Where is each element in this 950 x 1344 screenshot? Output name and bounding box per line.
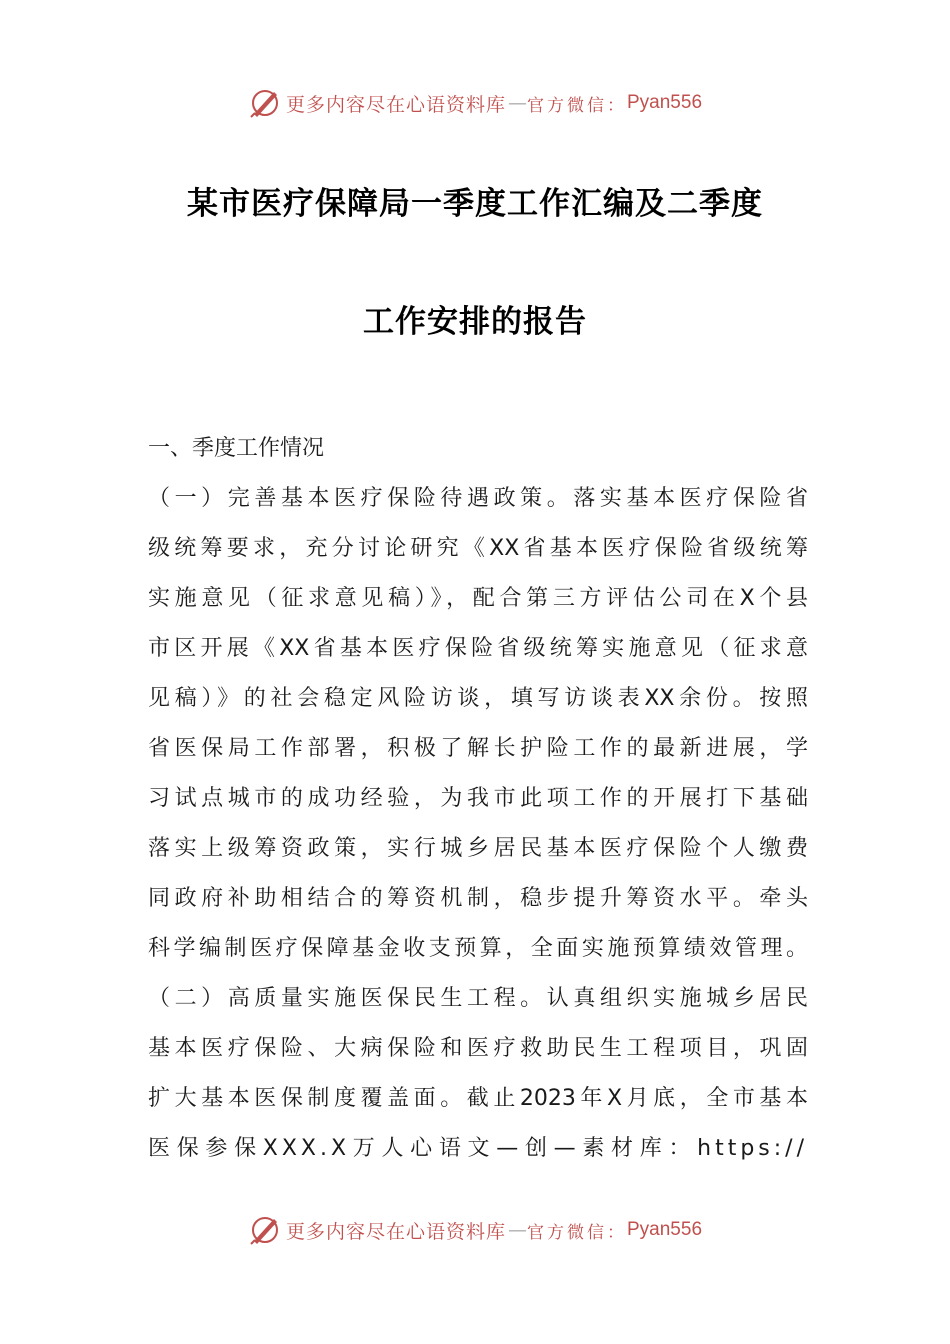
body-line: 扩大基本医保制度覆盖面。截止2023年X月底，全市基本 <box>148 1086 808 1111</box>
body-line: 级统筹要求，充分讨论研究《XX省基本医疗保险省级统筹 <box>148 536 808 561</box>
header-watermark-banner <box>0 83 950 123</box>
banner-separator: — <box>508 92 525 114</box>
body-line: 市区开展《XX省基本医疗保险省级统筹实施意见（征求意 <box>148 636 808 661</box>
quill-pen-logo-icon <box>248 86 282 120</box>
section-heading: 一、季度工作情况 <box>148 436 325 461</box>
document-body <box>148 427 808 1177</box>
banner-wechat-id: Pyan556 <box>627 1219 703 1240</box>
body-line: 习试点城市的成功经验，为我市此项工作的开展打下基础 <box>148 786 808 811</box>
banner-wechat-id: Pyan556 <box>627 92 703 113</box>
body-line: 落实上级筹资政策，实行城乡居民基本医疗保险个人缴费 <box>148 836 808 861</box>
body-line: （二）高质量实施医保民生工程。认真组织实施城乡居民 <box>148 986 808 1011</box>
body-line: 省医保局工作部署，积极了解长护险工作的最新进展，学 <box>148 736 808 761</box>
quill-pen-logo-icon <box>248 1213 282 1247</box>
banner-separator: — <box>508 1219 525 1241</box>
document-title-line-2: 工作安排的报告 <box>363 304 587 340</box>
body-line: 同政府补助相结合的筹资机制，稳步提升筹资水平。牵头 <box>148 886 808 911</box>
banner-wechat-label: 官方微信： <box>527 1222 627 1243</box>
document-title-line-1: 某市医疗保障局一季度工作汇编及二季度 <box>187 186 763 222</box>
body-line: 见稿）》的社会稳定风险访谈，填写访谈表XX余份。按照 <box>148 686 808 711</box>
body-line-with-link-fragment: 医保参保XXX.X万人心语文—创—素材库：https:// <box>148 1136 808 1161</box>
footer-watermark-banner <box>0 1210 950 1250</box>
body-line: 基本医疗保险、大病保险和医疗救助民生工程项目，巩固 <box>148 1036 808 1061</box>
body-line: （一）完善基本医疗保险待遇政策。落实基本医疗保险省 <box>148 486 808 511</box>
body-line: 实施意见（征求意见稿）》，配合第三方评估公司在X个县 <box>148 586 808 611</box>
banner-wechat-label: 官方微信： <box>527 95 627 116</box>
banner-brand-text: 更多内容尽在心语资料库 <box>285 1220 506 1243</box>
banner-brand-text: 更多内容尽在心语资料库 <box>285 93 506 116</box>
body-line: 科学编制医疗保障基金收支预算，全面实施预算绩效管理。 <box>148 936 808 961</box>
